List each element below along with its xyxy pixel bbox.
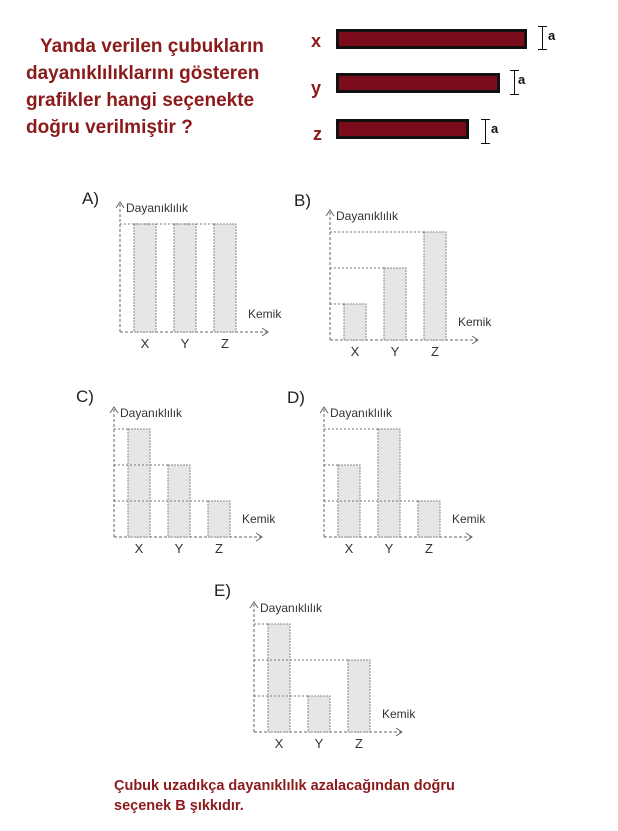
option-letter-e: E) [214, 581, 231, 600]
x-tick-label: Y [390, 344, 400, 359]
x-tick-label: Y [180, 336, 190, 351]
x-tick-label: X [134, 541, 144, 556]
bar-x [134, 224, 156, 332]
option-letter-a: A) [82, 189, 99, 208]
answer-text [114, 776, 534, 816]
thickness-marker [538, 49, 547, 50]
x-axis-label: Kemik [458, 315, 492, 329]
x-axis-label: Kemik [248, 307, 282, 321]
x-tick-label: Z [355, 736, 363, 751]
chart-option-c [102, 405, 282, 565]
thickness-marker [485, 119, 486, 144]
option-letter-c: C) [76, 387, 94, 406]
x-tick-label: Z [425, 541, 433, 556]
rod-x [336, 29, 527, 49]
y-axis-label: Dayanıklılık [336, 209, 399, 223]
bar-x [344, 304, 366, 340]
rod-label-x: x [311, 31, 322, 51]
bar-y [384, 268, 406, 340]
thickness-label: a [491, 121, 499, 136]
x-tick-label: Z [221, 336, 229, 351]
bar-y [174, 224, 196, 332]
question-line: grafikler hangi seçenekte [26, 90, 255, 111]
rod-label-y: y [311, 78, 322, 98]
rod-label-z: z [313, 124, 322, 144]
y-axis-label: Dayanıklılık [126, 201, 189, 215]
thickness-marker [538, 26, 547, 27]
thickness-marker [542, 26, 543, 50]
x-tick-label: Z [431, 344, 439, 359]
question-line: dayanıklılıklarını gösteren [26, 63, 260, 84]
x-tick-label: X [344, 541, 354, 556]
x-tick-label: X [350, 344, 360, 359]
bar-x [268, 624, 290, 732]
option-letter-d: D) [287, 388, 305, 407]
thickness-label: a [518, 72, 526, 87]
thickness-marker [481, 119, 490, 120]
chart-option-b [318, 210, 498, 368]
thickness-marker [510, 94, 519, 95]
thickness-label: a [548, 28, 556, 43]
bar-z [348, 660, 370, 732]
bar-x [128, 429, 150, 537]
thickness-marker [481, 143, 490, 144]
question-line: doğru verilmiştir ? [26, 117, 193, 138]
option-letter-b: B) [294, 191, 311, 210]
chart-option-a [108, 201, 288, 360]
y-axis-label: Dayanıklılık [330, 406, 393, 420]
rod-y [336, 73, 500, 93]
x-tick-label: Y [174, 541, 184, 556]
chart-option-e [242, 600, 422, 760]
thickness-marker [510, 70, 519, 71]
bar-y [378, 429, 400, 537]
answer-line: Çubuk uzadıkça dayanıklılık azalacağından doğru [114, 778, 455, 794]
x-tick-label: Y [384, 541, 394, 556]
bar-y [308, 696, 330, 732]
thickness-marker [514, 70, 515, 95]
bar-z [214, 224, 236, 332]
x-tick-label: Z [215, 541, 223, 556]
bar-z [208, 501, 230, 537]
bar-z [424, 232, 446, 340]
bar-z [418, 501, 440, 537]
question-text [26, 33, 316, 141]
answer-line: seçenek B şıkkıdır. [114, 798, 244, 814]
x-tick-label: X [140, 336, 150, 351]
x-axis-label: Kemik [242, 512, 276, 526]
question-line: Yanda verilen çubukların [40, 36, 264, 57]
x-tick-label: Y [314, 736, 324, 751]
x-tick-label: X [274, 736, 284, 751]
y-axis-label: Dayanıklılık [260, 601, 323, 615]
x-axis-label: Kemik [452, 512, 486, 526]
rod-z [336, 119, 469, 139]
y-axis-label: Dayanıklılık [120, 406, 183, 420]
x-axis-label: Kemik [382, 707, 416, 721]
chart-option-d [312, 405, 492, 565]
